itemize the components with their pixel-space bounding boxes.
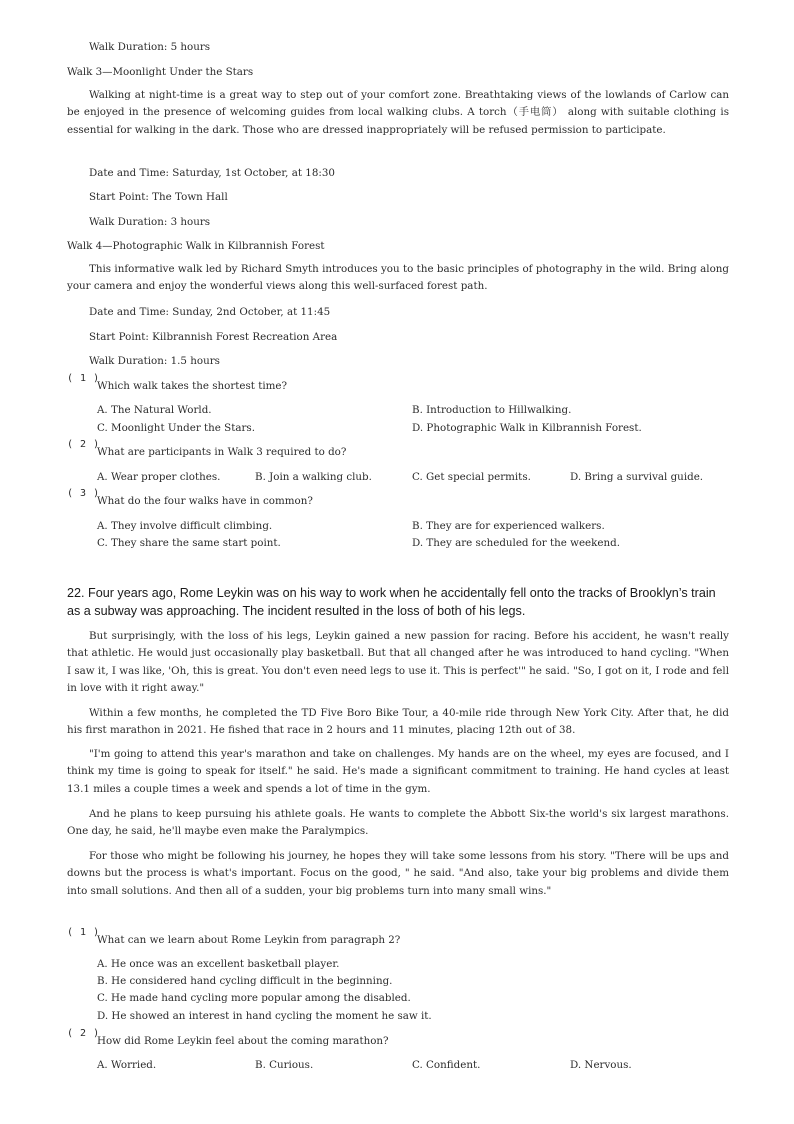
question-number: ( 1 ) xyxy=(67,373,100,384)
option-c[interactable]: C. Moonlight Under the Stars. xyxy=(97,422,255,434)
option-a[interactable]: A. Worried. xyxy=(97,1059,157,1071)
walk3-start-point: Start Point: The Town Hall xyxy=(89,191,228,203)
option-d[interactable]: D. He showed an interest in hand cycling the moment he saw it. xyxy=(97,1010,432,1022)
option-a[interactable]: A. He once was an excellent basketball player. xyxy=(97,958,340,970)
question-text: What can we learn about Rome Leykin from paragraph 2? xyxy=(97,934,401,946)
passage-heading: 22. Four years ago, Rome Leykin was on his way to work when he accidentally fell onto the tracks of Brooklyn’s train as a subway was approaching. The incident resulted in the loss of both of his legs. xyxy=(67,586,716,618)
walk2-duration: Walk Duration: 5 hours xyxy=(89,41,211,53)
question-text: What do the four walks have in common? xyxy=(97,495,313,507)
option-b[interactable]: B. Curious. xyxy=(255,1059,314,1071)
option-b[interactable]: B. Join a walking club. xyxy=(255,471,372,483)
option-d[interactable]: D. They are scheduled for the weekend. xyxy=(412,537,620,549)
option-c[interactable]: C. Confident. xyxy=(412,1059,481,1071)
option-d[interactable]: D. Photographic Walk in Kilbrannish Forest. xyxy=(412,422,642,434)
option-c[interactable]: C. Get special permits. xyxy=(412,471,531,483)
passage-paragraph: Within a few months, he completed the TD Five Boro Bike Tour, a 40-mile ride through New York City. After that, he did his first marathon in 2021. He fished that race in 2 hours and 11 minutes, placing 12th out of 38. xyxy=(67,707,729,737)
question-number: ( 3 ) xyxy=(67,488,100,499)
option-c[interactable]: C. They share the same start point. xyxy=(97,537,281,549)
walk4-duration: Walk Duration: 1.5 hours xyxy=(89,355,220,367)
passage-paragraph: For those who might be following his journey, he hopes they will take some lessons from his story. "There will be ups and downs but the process is what's important. Focus on the good, " he said. "And also, take your big problems and divide them into small solutions. And then all of a sudden, your big problems turn into many small wins." xyxy=(67,850,729,897)
option-b[interactable]: B. Introduction to Hillwalking. xyxy=(412,404,572,416)
passage-paragraph: "I'm going to attend this year's marathon and take on challenges. My hands are on the wheel, my eyes are focused, and I think my time is going to speak for itself." he said. He's made a significant commitment to training. He hand cycles at least 13.1 miles a couple times a week and spends a lot of time in the gym. xyxy=(67,748,729,795)
option-b[interactable]: B. They are for experienced walkers. xyxy=(412,520,605,532)
walk3-title: Walk 3—Moonlight Under the Stars xyxy=(67,66,254,78)
walk3-datetime: Date and Time: Saturday, 1st October, at 18:30 xyxy=(89,167,335,179)
walk3-duration: Walk Duration: 3 hours xyxy=(89,216,211,228)
question-number: ( 1 ) xyxy=(67,927,100,938)
question-number: ( 2 ) xyxy=(67,439,100,450)
option-c[interactable]: C. He made hand cycling more popular among the disabled. xyxy=(97,992,411,1004)
walk4-description: This informative walk led by Richard Smyth introduces you to the basic principles of photography in the wild. Bring along your camera and enjoy the wonderful views along this well-surfaced forest path. xyxy=(67,263,729,293)
walk4-start-point: Start Point: Kilbrannish Forest Recreation Area xyxy=(89,331,338,343)
option-a[interactable]: A. The Natural World. xyxy=(97,404,212,416)
question-text: How did Rome Leykin feel about the coming marathon? xyxy=(97,1035,389,1047)
option-b[interactable]: B. He considered hand cycling difficult in the beginning. xyxy=(97,975,393,987)
question-number: ( 2 ) xyxy=(67,1028,100,1039)
question-text: Which walk takes the shortest time? xyxy=(97,380,288,392)
walk3-description: Walking at night-time is a great way to step out of your comfort zone. Breathtaking views of the lowlands of Carlow can be enjoyed in the presence of welcoming guides from local walking clubs. A torch（手电筒） along with suitable clothing is essential for walking in the dark. Those who are dressed inappropriately will be refused permission to participate. xyxy=(67,89,729,136)
option-a[interactable]: A. Wear proper clothes. xyxy=(97,471,221,483)
question-text: What are participants in Walk 3 required to do? xyxy=(97,446,347,458)
option-d[interactable]: D. Bring a survival guide. xyxy=(570,471,704,483)
passage-paragraph: And he plans to keep pursuing his athlete goals. He wants to complete the Abbott Six-the world's six largest marathons. One day, he said, he'll maybe even make the Paralympics. xyxy=(67,808,729,838)
passage-paragraph: But surprisingly, with the loss of his legs, Leykin gained a new passion for racing. Before his accident, he wasn't really that athletic. He would just occasionally play basketball. But that all changed after he was introduced to hand cycling. "When I saw it, I was like, 'Oh, this is great. You don't even need legs to use it. This is perfect'" he said. "So, I got on it, I rode and fell in love with it right away." xyxy=(67,630,729,695)
walk4-title: Walk 4—Photographic Walk in Kilbrannish Forest xyxy=(67,240,325,252)
walk4-datetime: Date and Time: Sunday, 2nd October, at 11:45 xyxy=(89,306,331,318)
option-a[interactable]: A. They involve difficult climbing. xyxy=(97,520,273,532)
option-d[interactable]: D. Nervous. xyxy=(570,1059,632,1071)
